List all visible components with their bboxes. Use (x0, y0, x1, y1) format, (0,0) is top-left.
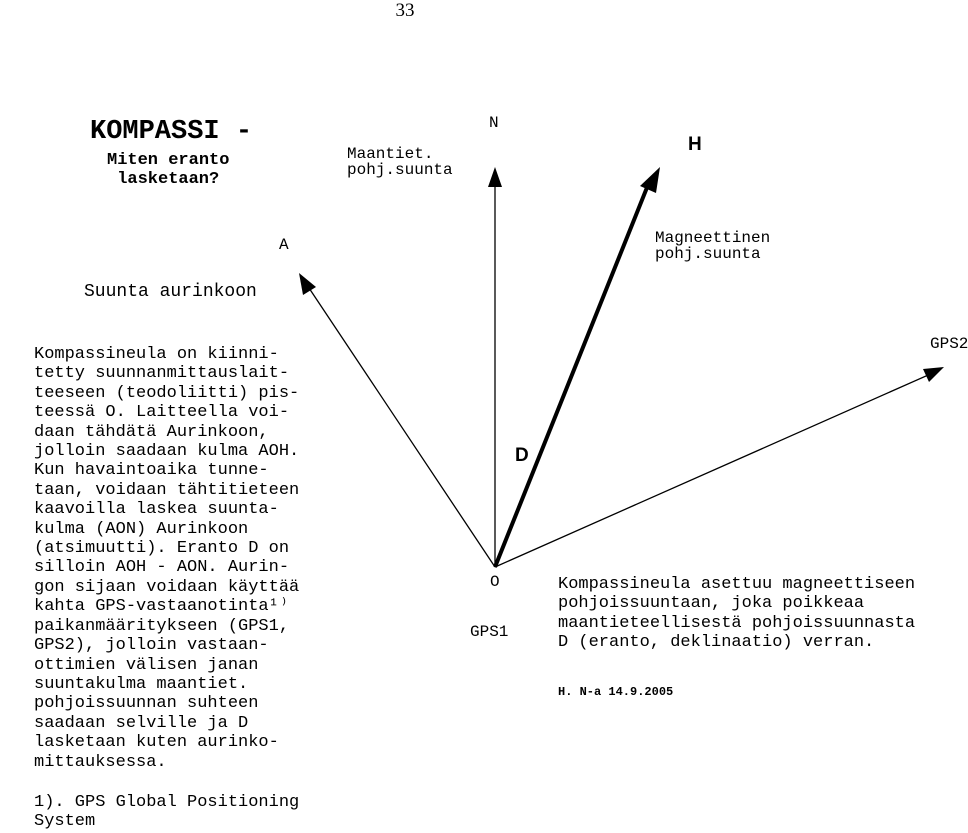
label-gps1: GPS1 (470, 623, 509, 641)
gps2-arrowhead (923, 367, 944, 382)
label-sun-direction: Suunta aurinkoon (84, 282, 257, 302)
label-geographic-north: Maantiet. pohj.suunta (347, 145, 453, 179)
label-n: N (489, 114, 499, 132)
diagram-subtitle: Miten eranto lasketaan? (107, 151, 230, 189)
footnote: 1). GPS Global Positioning System (34, 793, 300, 832)
label-gps2: GPS2 (930, 335, 968, 353)
magnetic-north-arrowhead (640, 167, 660, 193)
sun-arrow (301, 276, 495, 567)
north-arrowhead (488, 167, 502, 187)
label-d: D (515, 445, 529, 466)
compass-description: Kompassineula asettuu magneettiseen pohjoissuuntaan, joka poikkeaa maantieteellisestä pohjoissuunnasta D (eranto, deklinaatio) verran. (558, 575, 916, 653)
label-magnetic-north: Magneettinen pohj.suunta (655, 229, 771, 263)
label-a: A (279, 236, 289, 254)
diagram-title: KOMPASSI - (90, 117, 253, 147)
label-h: H (688, 134, 702, 155)
signature-date: H. N-a 14.9.2005 (558, 685, 674, 699)
explanation-text: Kompassineula on kiinni- tetty suunnanmittauslait- teeseen (teodoliitti) pis- teessä O. Laitteella voi- daan tähdätä Aurinkoon, jolloin saadaan kulma AOH. Kun havaintoaika tunne- taan, voidaan tähtitieteen kaavoilla laskea suunta- kulma (AON) Aurinkoon (atsimuutti). Eranto D on silloin AOH - AON. Aurin- gon sijaan voidaan käyttää kahta GPS-vastaanotinta¹⁾ paikanmääritykseen (GPS1, GPS2), jolloin vastaan- ottimien välisen janan suuntakulma maantiet. pohjoissuunnan suhteen saadaan selville ja D lasketaan kuten aurinko- mittauksessa. (34, 345, 300, 772)
sun-arrowhead (299, 273, 316, 295)
page-number: 33 (395, 0, 415, 21)
label-o: O (490, 573, 500, 591)
